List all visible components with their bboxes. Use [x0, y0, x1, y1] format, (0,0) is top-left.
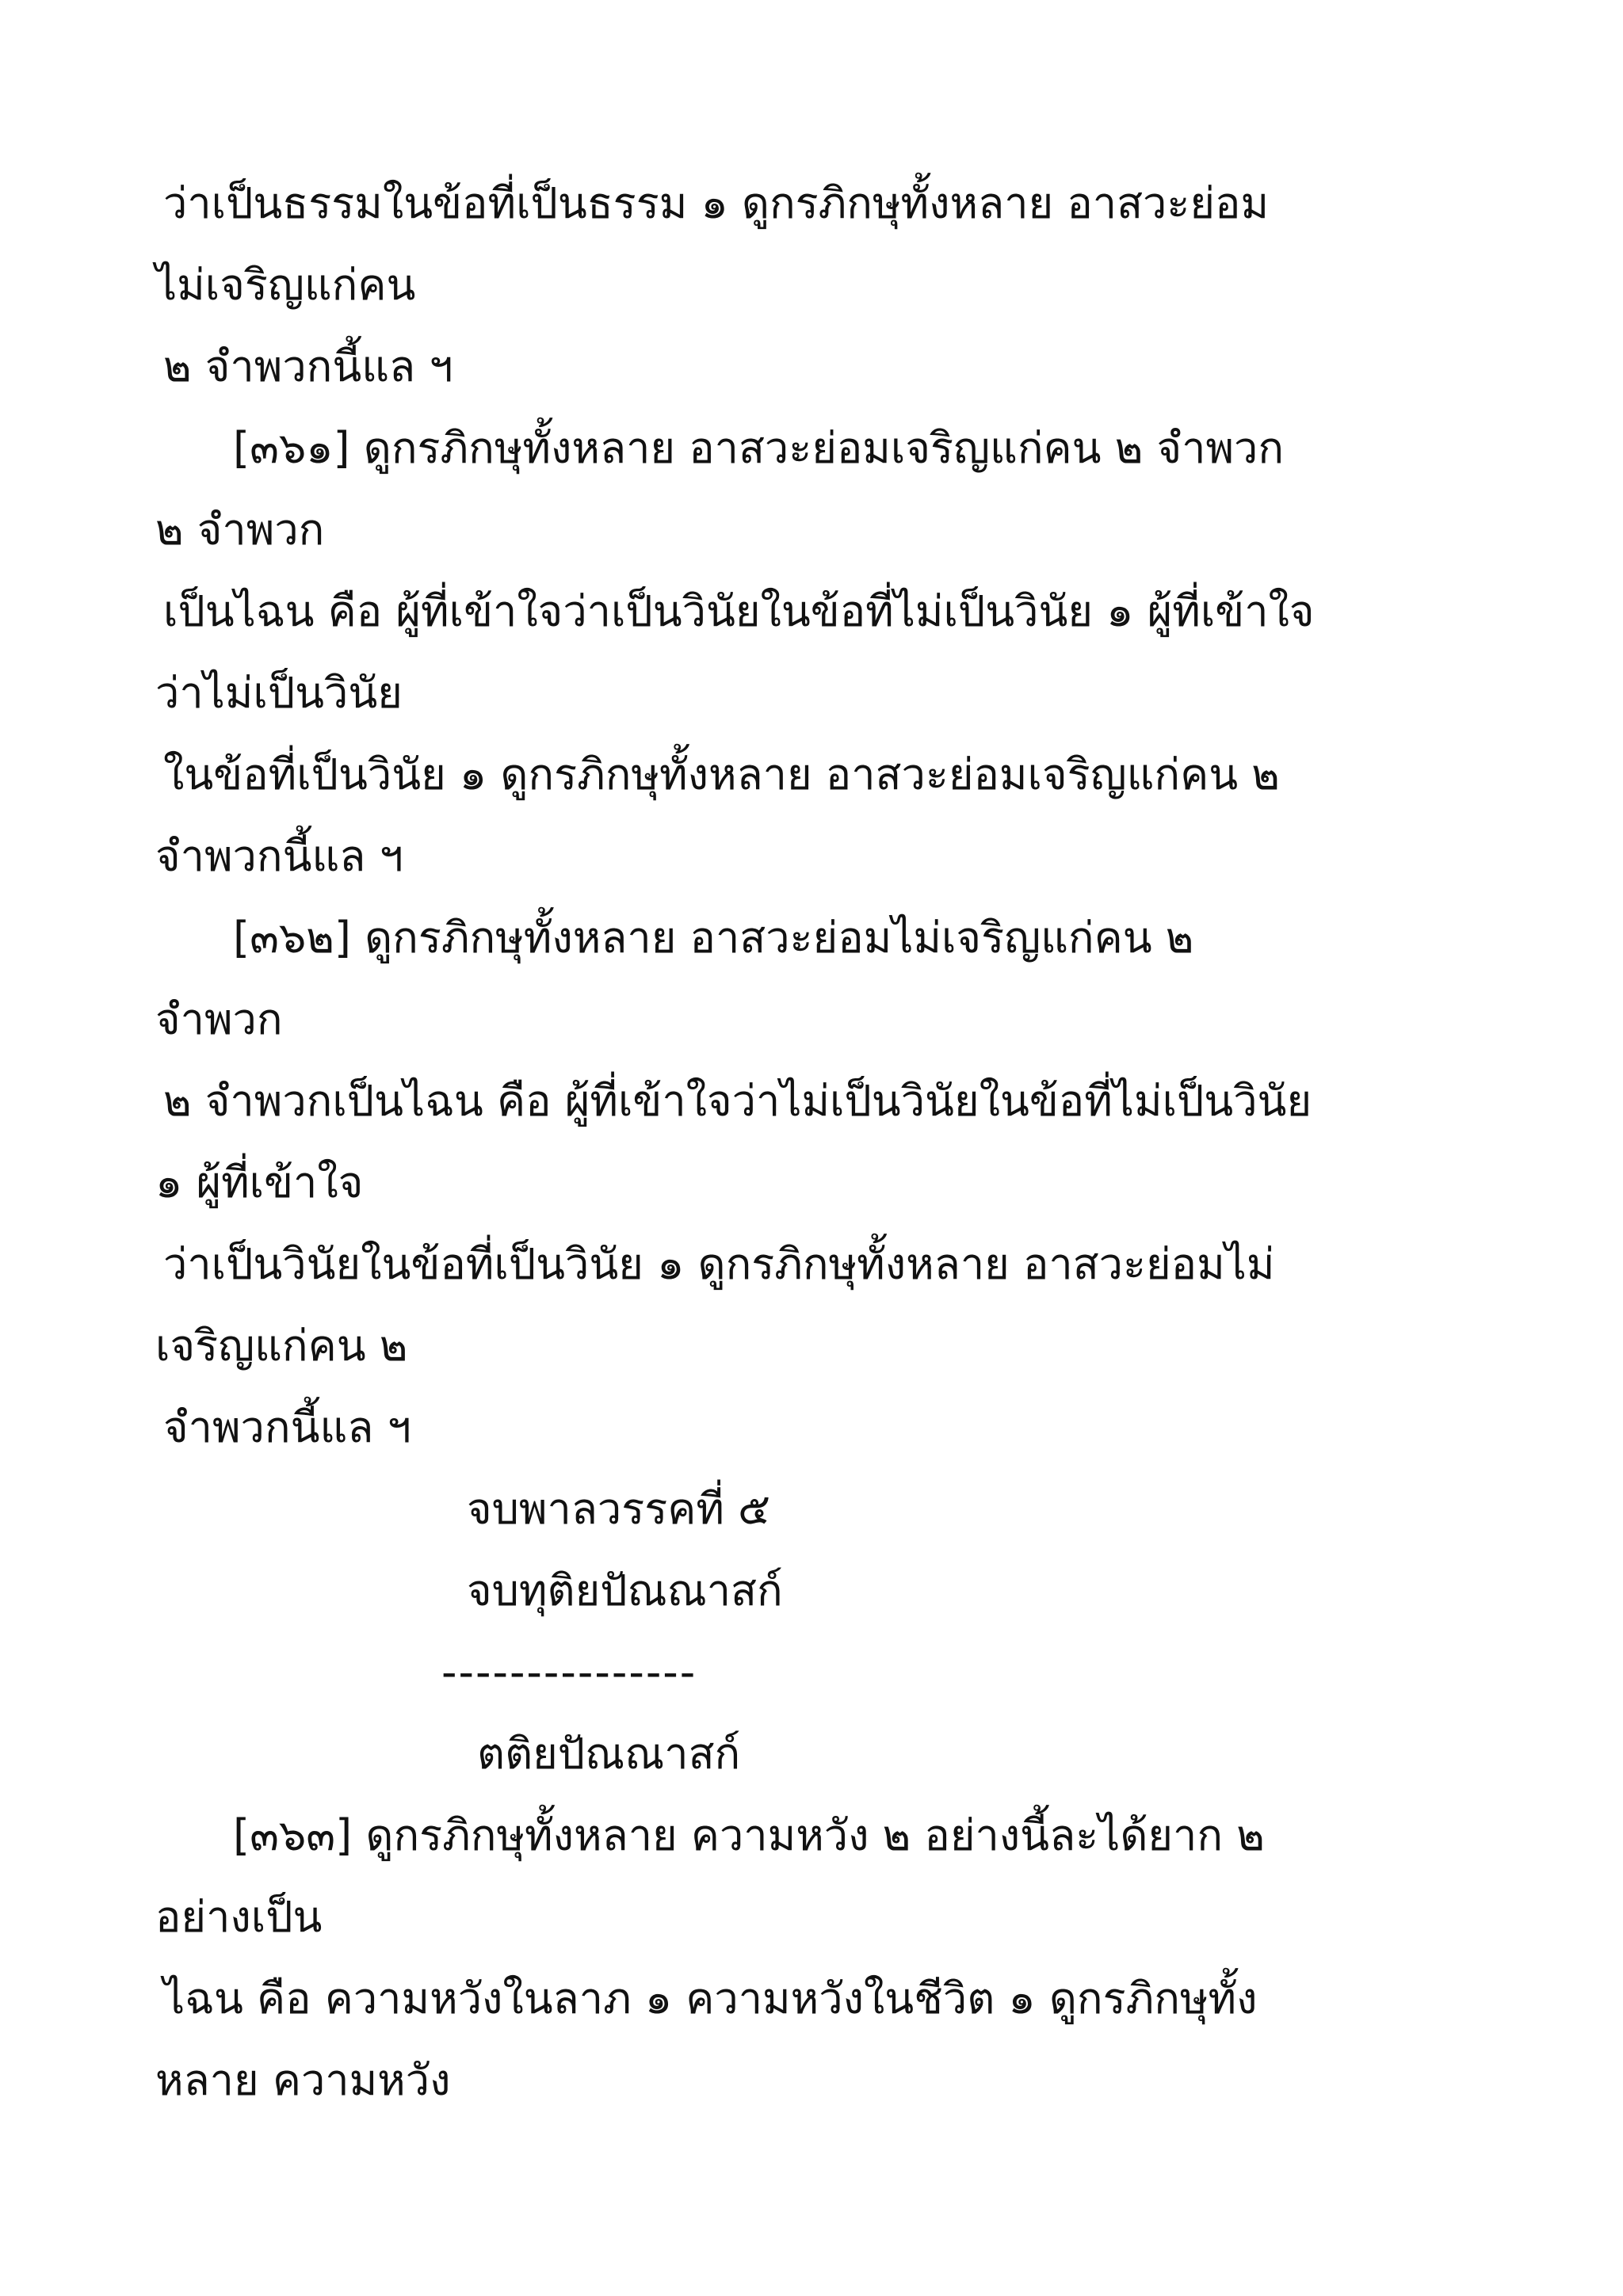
- text-line: ในข้อที่เป็นวินัย ๑ ดูกรภิกษุทั้งหลาย อาสวะย่อมเจริญแก่คน ๒: [163, 749, 1280, 799]
- text-line: ว่าไม่เป็นวินัย: [155, 668, 403, 718]
- text-line: เจริญแก่คน ๒: [155, 1321, 408, 1371]
- paragraph-start-363: [๓๖๓] ดูกรภิกษุทั้งหลาย ความหวัง ๒ อย่างนี้ละได้ยาก ๒: [233, 1810, 1265, 1860]
- text-line: จำพวก: [155, 994, 283, 1044]
- section-divider: ---------------: [441, 1647, 697, 1697]
- text-line: ไม่เจริญแก่คน: [155, 260, 416, 310]
- chapter-end-heading: จบพาลวรรคที่ ๕: [467, 1484, 771, 1534]
- text-line: เป็นไฉน คือ ผู้ที่เข้าใจว่าเป็นวินัยในข้อที่ไม่เป็นวินัย ๑ ผู้ที่เข้าใจ: [163, 586, 1315, 636]
- section-title: ตติยปัณณาสก์: [477, 1729, 741, 1779]
- paragraph-start-362: [๓๖๒] ดูกรภิกษุทั้งหลาย อาสวะย่อมไม่เจริญแก่คน ๒: [233, 913, 1194, 963]
- text-line: จำพวกนี้แล ฯ: [155, 831, 403, 881]
- text-line: ไฉน คือ ความหวังในลาภ ๑ ความหวังในชีวิต ๑ ดูกรภิกษุทั้ง: [163, 1974, 1258, 2023]
- text-line: ๒ จำพวกนี้แล ฯ: [163, 341, 453, 391]
- text-line: ว่าเป็นธรรมในข้อที่เป็นธรรม ๑ ดูกรภิกษุทั้งหลาย อาสวะย่อม: [163, 178, 1270, 228]
- section-end-heading: จบทุติยปัณณาสก์: [467, 1566, 783, 1615]
- text-line: จำพวกนี้แล ฯ: [163, 1402, 411, 1452]
- paragraph-start-361: [๓๖๑] ดูกรภิกษุทั้งหลาย อาสวะย่อมเจริญแก่คน ๒ จำพวก: [233, 423, 1285, 473]
- text-line: ว่าเป็นวินัยในข้อที่เป็นวินัย ๑ ดูกรภิกษุทั้งหลาย อาสวะย่อมไม่: [163, 1239, 1275, 1289]
- document-text: [155, 162, 1503, 2121]
- text-line: ๒ จำพวกเป็นไฉน คือ ผู้ที่เข้าใจว่าไม่เป็นวินัยในข้อที่ไม่เป็นวินัย: [163, 1076, 1312, 1126]
- text-line: หลาย ความหวัง: [155, 2055, 451, 2105]
- text-line: อย่างเป็น: [155, 1892, 323, 1942]
- text-line: ๒ จำพวก: [155, 505, 325, 555]
- text-line: ๑ ผู้ที่เข้าใจ: [155, 1158, 364, 1207]
